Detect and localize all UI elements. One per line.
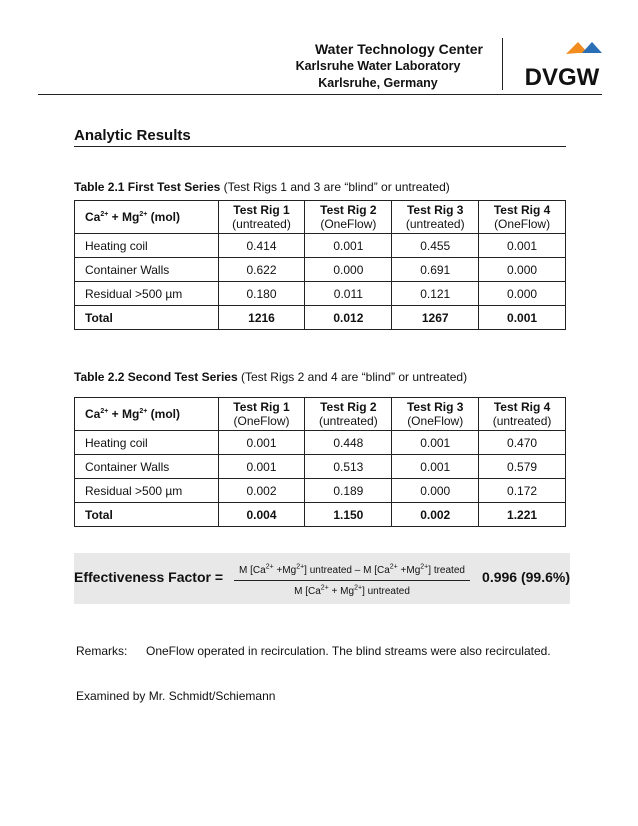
cell-value: 0.189: [305, 479, 392, 503]
row-label: Container Walls: [75, 455, 219, 479]
cell-value: 1267: [392, 306, 479, 330]
org-title: Water Technology Center: [314, 41, 483, 57]
table1-caption-note: (Test Rigs 1 and 3 are “blind” or untreated): [220, 180, 450, 194]
remarks: [76, 644, 551, 658]
table1-col-4: Test Rig 4 (OneFlow): [479, 201, 566, 234]
table-row: [75, 258, 566, 282]
cell-value: 0.691: [392, 258, 479, 282]
row-label: Total: [75, 503, 219, 527]
section-title: Analytic Results: [74, 127, 191, 144]
table-row: [75, 431, 566, 455]
logo-flame-blue: [582, 42, 602, 53]
cell-value: 0.172: [479, 479, 566, 503]
cell-value: 0.001: [392, 455, 479, 479]
table-row: [75, 479, 566, 503]
cell-value: 0.000: [392, 479, 479, 503]
cell-value: 0.622: [218, 258, 305, 282]
table2-row-header: $Ca^{2+} + Mg^{2+}$ (mol): [75, 398, 219, 431]
table1-caption-title: Table 2.1 First Test Series: [74, 180, 221, 194]
cell-value: 0.002: [392, 503, 479, 527]
remarks-text: OneFlow operated in recirculation. The blind streams were also recirculated.: [146, 644, 551, 658]
cell-value: 0.012: [305, 306, 392, 330]
table2-col-1: Test Rig 1 (OneFlow): [218, 398, 305, 431]
cell-value: 0.513: [305, 455, 392, 479]
table-row-total: [75, 306, 566, 330]
table1: [74, 200, 566, 330]
cell-value: 0.414: [218, 234, 305, 258]
cell-value: 0.001: [392, 431, 479, 455]
cell-value: 0.448: [305, 431, 392, 455]
row-label: Heating coil: [75, 234, 219, 258]
table2-caption-title: Table 2.2 Second Test Series: [74, 370, 238, 384]
section-rule: [74, 146, 566, 147]
table2-caption: [74, 370, 467, 384]
table1-col-1: Test Rig 1 (untreated): [218, 201, 305, 234]
cell-value: 0.000: [479, 282, 566, 306]
cell-value: 0.001: [479, 234, 566, 258]
cell-value: 0.001: [218, 431, 305, 455]
cell-value: 0.001: [305, 234, 392, 258]
effectiveness-result: 0.996 (99.6%): [482, 569, 570, 585]
logo-flame-orange-left: [566, 42, 578, 54]
row-label: Residual >500 µm: [75, 282, 219, 306]
cell-value: 1216: [218, 306, 305, 330]
table1-caption: [74, 180, 450, 194]
cell-value: 1.150: [305, 503, 392, 527]
cell-value: 0.001: [479, 306, 566, 330]
formula-denominator: M $[Ca^{2+} + Mg^{2+}]$ untreated: [294, 584, 410, 597]
org-location: Karlsruhe, Germany: [318, 76, 438, 90]
cell-value: 0.180: [218, 282, 305, 306]
table2-header-row: [75, 398, 566, 431]
cell-value: 0.455: [392, 234, 479, 258]
table1-col-3: Test Rig 3 (untreated): [392, 201, 479, 234]
table-row-total: [75, 503, 566, 527]
cell-value: 0.121: [392, 282, 479, 306]
cell-value: 0.000: [305, 258, 392, 282]
table2-caption-note: (Test Rigs 2 and 4 are “blind” or untreated): [237, 370, 468, 384]
formula-numerator: M $[Ca^{2+} +Mg^{2+}]$ untreated – M $[Ca^{2+} +Mg^{2+}]$ treated: [239, 563, 465, 576]
table-row: [75, 455, 566, 479]
table2-col-2: Test Rig 2 (untreated): [305, 398, 392, 431]
cell-value: 1.221: [479, 503, 566, 527]
table-row: [75, 282, 566, 306]
cell-value: 0.004: [218, 503, 305, 527]
row-label: Container Walls: [75, 258, 219, 282]
cell-value: 0.001: [218, 455, 305, 479]
table2-col-3: Test Rig 3 (OneFlow): [392, 398, 479, 431]
table2: [74, 397, 566, 527]
dvgw-logo: [522, 40, 602, 90]
remarks-label: Remarks:: [76, 644, 128, 658]
table2-col-4: Test Rig 4 (untreated): [479, 398, 566, 431]
letterhead: [273, 40, 483, 92]
header-divider: [502, 38, 503, 90]
examined-by: Examined by Mr. Schmidt/Schiemann: [76, 689, 276, 703]
table1-header-row: [75, 201, 566, 234]
cell-value: 0.002: [218, 479, 305, 503]
effectiveness-box: [74, 553, 570, 604]
cell-value: 0.470: [479, 431, 566, 455]
org-lab: Karlsruhe Water Laboratory: [295, 59, 461, 73]
fraction-line: [234, 580, 470, 581]
cell-value: 0.579: [479, 455, 566, 479]
row-label: Residual >500 µm: [75, 479, 219, 503]
row-label: Total: [75, 306, 219, 330]
table1-col-2: Test Rig 2 (OneFlow): [305, 201, 392, 234]
cell-value: 0.011: [305, 282, 392, 306]
table-row: [75, 234, 566, 258]
table1-row-header: $Ca^{2+} + Mg^{2+}$ (mol): [75, 201, 219, 234]
cell-value: 0.000: [479, 258, 566, 282]
header-rule: [38, 94, 602, 95]
row-label: Heating coil: [75, 431, 219, 455]
effectiveness-label: Effectiveness Factor =: [74, 569, 224, 585]
logo-text: DVGW: [524, 64, 600, 90]
